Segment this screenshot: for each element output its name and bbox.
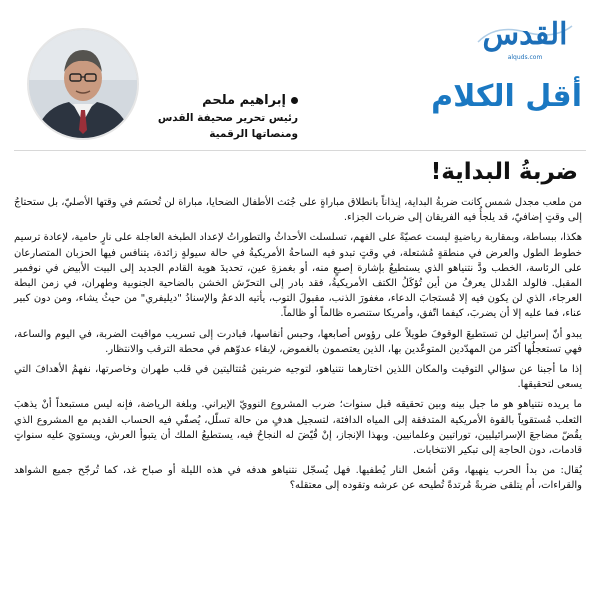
author-role-line2: ومنصاتها الرقمية [209, 128, 298, 140]
header-divider [14, 150, 586, 151]
bullet-dot-icon [291, 97, 298, 104]
article-paragraph: هكذا، ببساطة، وبمقاربة رياضيةٍ ليست عصيّةً على الفهم، تسلسلت الأحداثُ والتطوراتُ لإعداد الطبخة العاجلة على نارٍ حامية، لإعادة ترسيم خطوط الطول والعرض في منطقةٍ مُشتعلة، في وقتٍ تبدو فيه الساحةُ الأمريكيةُ في حالة سيولةٍ زائدة، يتنافس فيها الحزبان المتصارعان على الرئاسة، الخطب ودَّ نتنياهو الذي يستطيعُ بإشارة إصبعٍ منه، أو بغمزةِ عين، تحديدَ هوية القادم الجديد إلى البيت الأبيض في نوفمبر المقبل. فالولد المُدلل يعرفُ من أين تُؤكَلُ الكتف الأمريكيةُ، فقد بادر إلى التحرّش الخشن بالضاحية الجنوبية وطهران، في زمن البطة العرجاء، الذي لن يكون فيه إلا مُستجابَ الدعاء، مغفورَ الذنب، مقبولَ التوب، يأتيه الدعمُ والإسنادُ "ديليفري" من حيثُ يشاء، ومن دون كبير عناء، فما عليه إلا أن يضربَ، كيفما اتّفق، وأمريكا ستنصره ظالماً أو ظالماً. [14, 232, 582, 320]
article-paragraph: يُقال: من بدأ الحرب ينهيها، ومَن أشعل النار يُطفيها. فهل يُسجّل نتنياهو هدفه في هذه الليلة أو صباح غد، كما تُرجّح جميع الشواهد والقراءات، أم يتلقى ضربةً مُرتدةً تُطيحه عن عرشه وتقوده إلى معتقله؟ [14, 465, 582, 492]
logo-emblem-icon [476, 22, 574, 48]
article-paragraph: من ملعب مجدل شمس كانت ضربةُ البداية، إيذاناً بانطلاق مباراةٍ على جُثث الأطفال الضحايا، مباراة لن تُحسَم في وقتها الأصليّ، بل ستحتاجُ إلى وقتٍ إضافيّ، قد يلجأُ فيه الفريقان إلى ضربات الجزاء. [14, 197, 582, 224]
author-photo [27, 28, 139, 140]
article-paragraph: إذا ما أجبنا عن سؤالي التوقيت والمكان اللذين اختارهما نتنياهو، لتوجيه ضربتين مُتتاليتين في قلب طهران وخاصرتها، نفهمُ الأهدافَ التي يسعى لتحقيقها. [14, 364, 582, 391]
logo-subtext: alquds.com [507, 54, 543, 61]
article-paragraph: يبدو أنّ إسرائيل لن تستطيعَ الوقوفَ طويلاً على رؤوس أصابعها، وحبس أنفاسها، فبادرت إلى تسريب مواقيت الضربة، في اليوم والساعة، فهي تستعجلُها أكثر من المهدّدين المتوعّدين بها، الذين يعتصمون بالغموض، لإبقاء عدوّهم في محطة الترقب والانتظار. [14, 328, 582, 355]
alquds-logo[interactable] [466, 16, 584, 74]
article-paragraph: ما يريده نتنياهو هو ما جيل بينه وبين تحقيقه قبل سنوات؛ ضرب المشروع النوويّ الإيراني. وبلغة الرياضة، فإنه ليس مستبعداً أنْ يذهبَ الثعلب مُستقوياً بالقوة الأمريكية المتدفقة إلى المياه الدافئة، لتسجيل هدفٍ من حالة تسلّل، يُصفّي فيه الحساب القديم مع المشروع الذي يقُضّ مضاجعَ الإسرائيليين، توراتيين وعلمانيين. وبهذا الإنجاز، إنْ قُيّضَ له النجاحُ فيه، يستطيعُ الملك أن يتبوأ العرش، ويستويَ عليه سنواتٍ قادمات، دون الحاجة إلى تبكير الانتخابات. [14, 399, 582, 457]
column-title: أقل الكلام [431, 79, 582, 114]
logo-text: القدس [482, 17, 568, 52]
article-body [14, 195, 582, 499]
author-role-line1: رئيس تحرير صحيفة القدس [157, 112, 298, 124]
author-block [148, 92, 298, 142]
author-name: إبراهيم ملحم [202, 93, 286, 108]
author-name-line [148, 92, 298, 110]
article-headline: ضربةُ البداية! [430, 159, 578, 185]
author-portrait-icon [29, 30, 137, 138]
